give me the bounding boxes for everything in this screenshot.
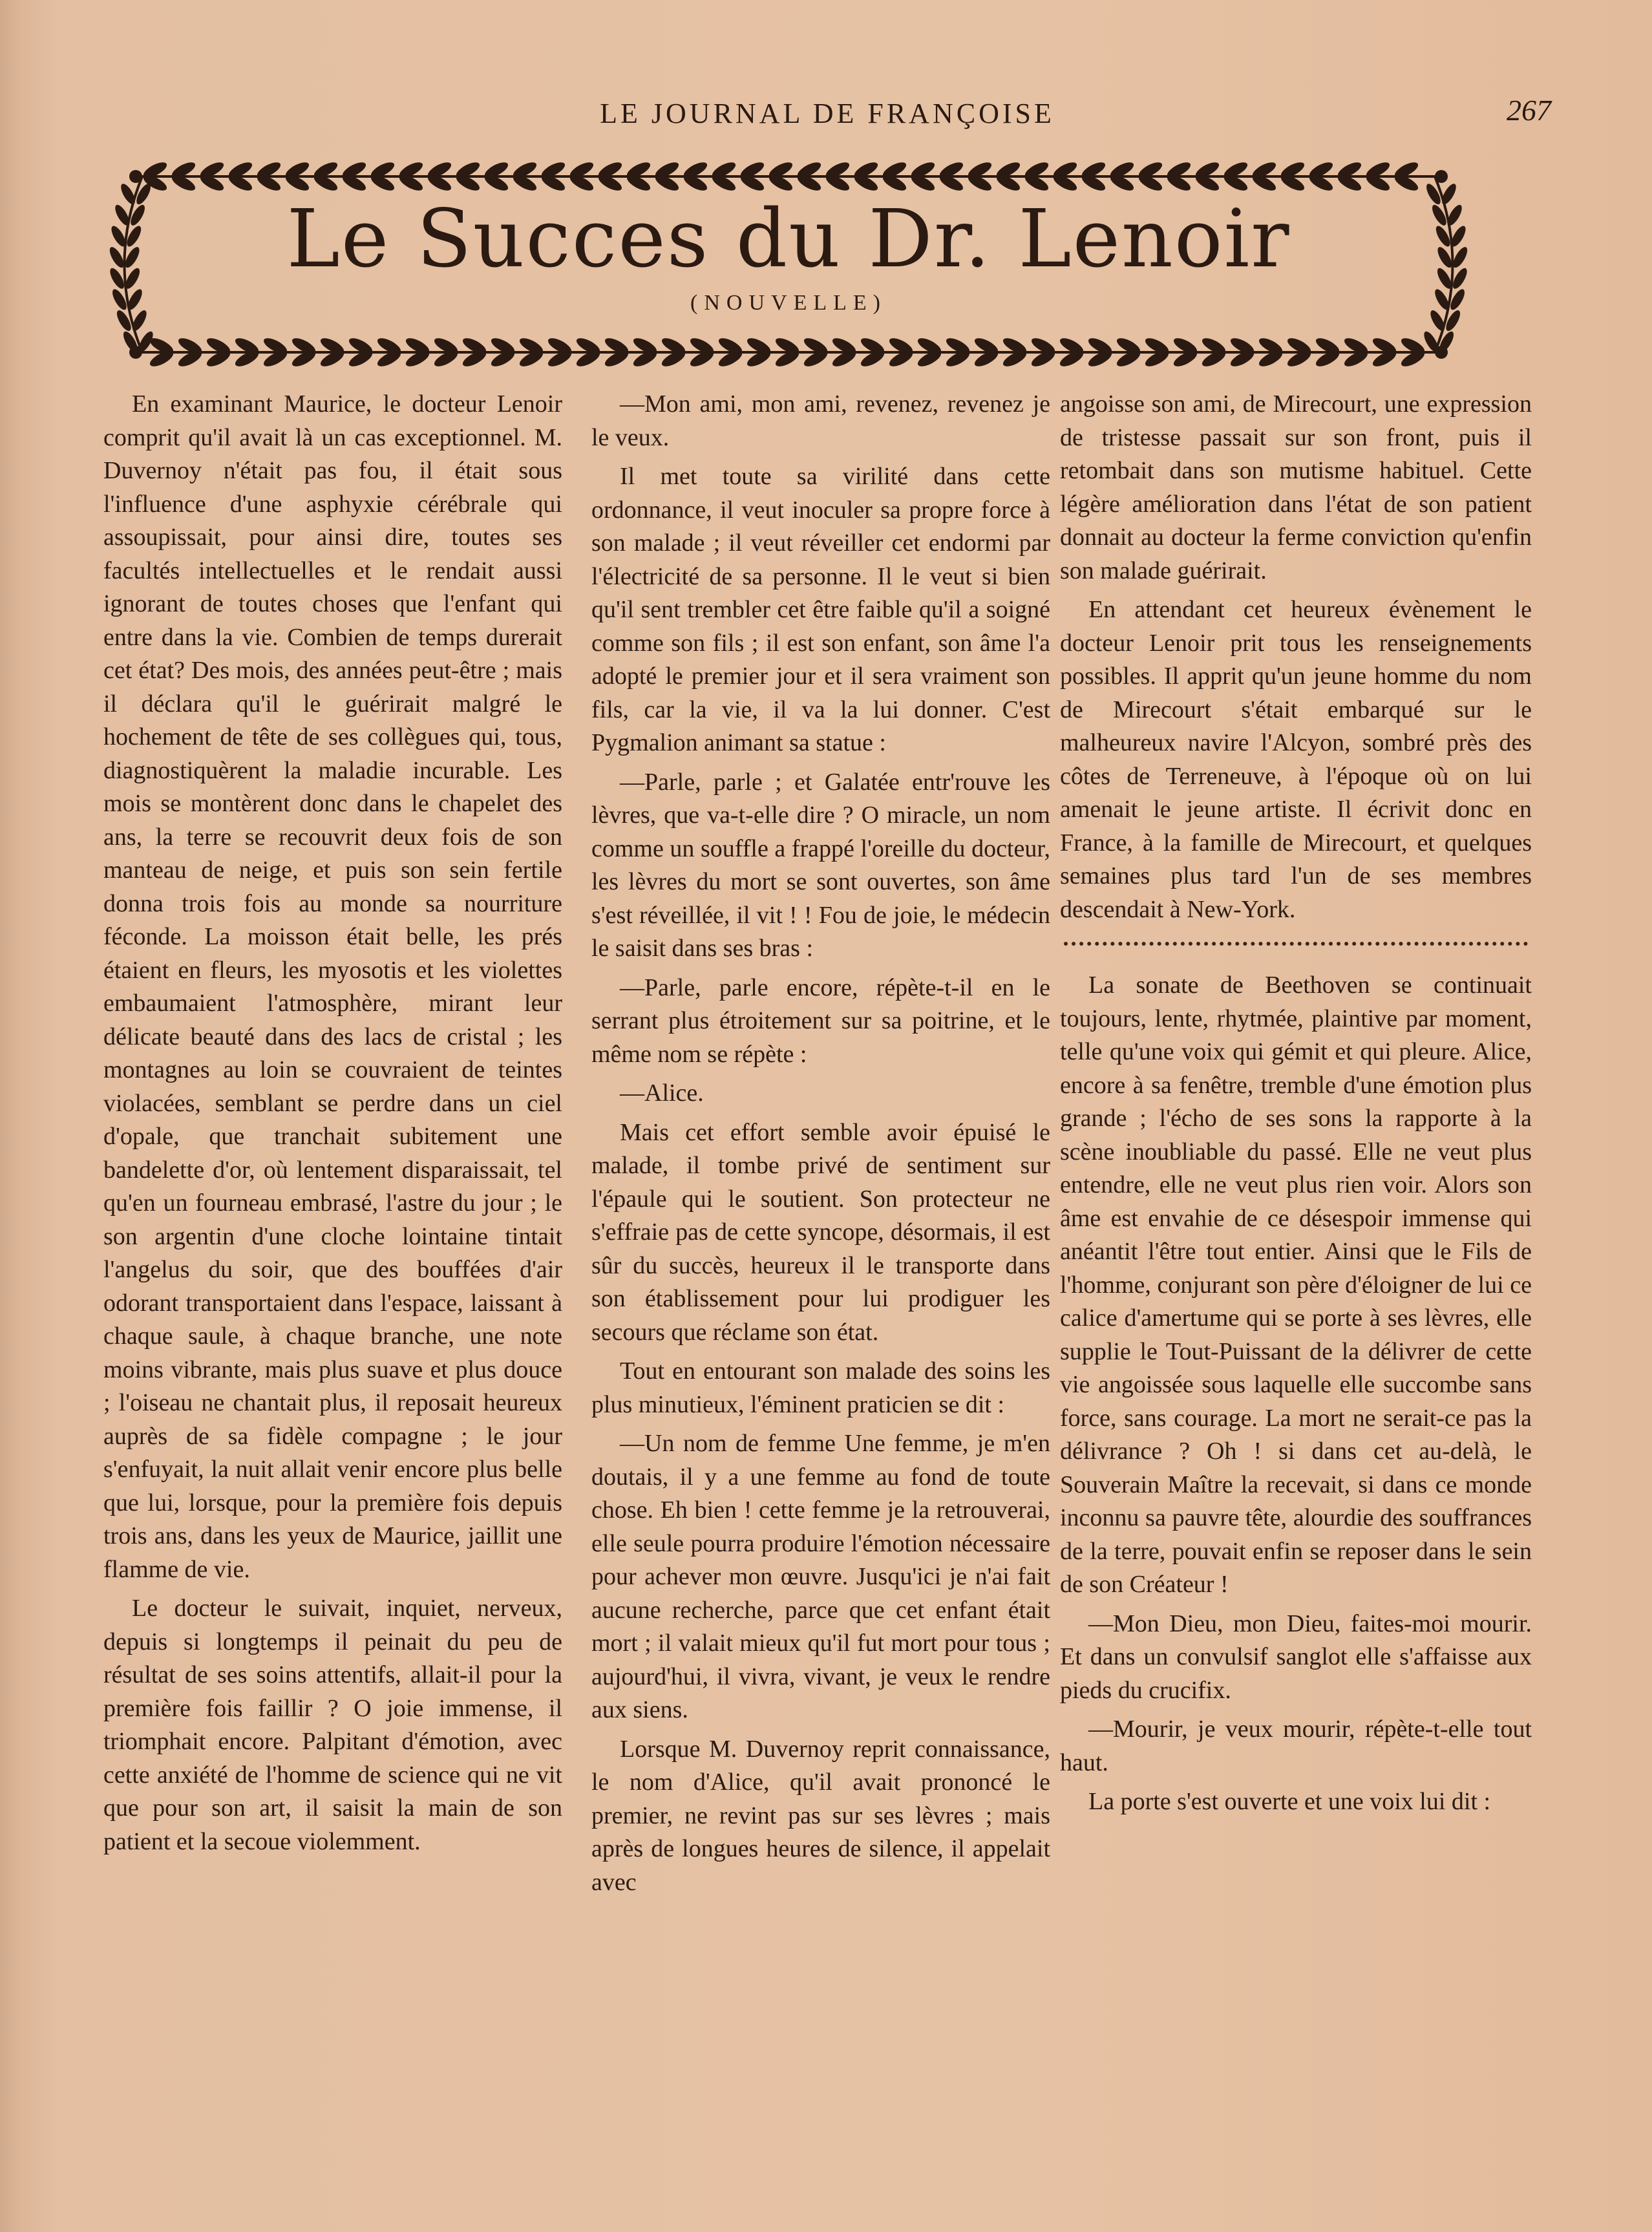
paragraph: Tout en entourant son malade des soins les plus minutieux, l'éminent praticien se dit : [591,1357,1050,1418]
paragraph: —Mon ami, mon ami, revenez, revenez je le veux. [591,390,1050,451]
paragraph: —Mon Dieu, mon Dieu, faites-moi mourir. Et dans un convulsif sanglot elle s'affaisse aux pieds du crucifix. [1060,1610,1532,1704]
article-title: Le Succes du Dr. Lenoir [286,193,1291,286]
paragraph: La sonate de Beethoven se continuait toujours, lente, rhytmée, plaintive par moment, telle qu'une voix qui gémit et qui pleure. Alice, encore à sa fenêtre, tremble d'une émotion plus grande ; l'écho de ses sons la rapporte à la scène inoubliable du passé. Elle ne veut plus entendre, elle ne veut plus rien voir. Alors son âme est envahie de ce désespoir immense qui anéantit l'être tout entier. Ainsi que le Fils de l'homme, conjurant son père d'éloigner de lui ce calice d'amertume qui se porte à ses lèvres, elle supplie le Tout-Puissant de la délivrer de cette vie angoissée sous laquelle elle succombe sans force, sans courage. La mort ne serait-ce pas la délivrance ? Oh ! si dans cet au-delà, le Souverain Maître la recevait, si dans ce monde inconnu sa pauvre tête, alourdie des souffrances de la terre, pouvait enfin se reposer dans le sein de son Créateur ! [1060,972,1532,1598]
paragraph: —Mourir, je veux mourir, répète-t-elle tout haut. [1060,1716,1532,1776]
paragraph: angoisse son ami, de Mirecourt, une expression de tristesse passait sur son front, puis il retombait dans son mutisme habituel. Cette légère amélioration dans l'état de son patient donnait au docteur la ferme conviction qu'enfin son malade guérirait. [1060,390,1532,584]
paragraph: En attendant cet heureux évènement le docteur Lenoir prit tous les renseignements possibles. Il apprit qu'un jeune homme du nom de Mirecourt s'était embarqué sur le malheureux navire l'Alcyon, sombré près des côtes de Terreneuve, à l'époque où on lui amenait le jeune artiste. Il écrivit donc en France, à la famille de Mirecourt, et quelques semaines plus tard l'un de ses membres descendait à New-York. [1060,596,1532,923]
running-header [103,94,1551,149]
paragraph: —Un nom de femme Une femme, je m'en doutais, il y a une femme au fond de toute chose. Eh bien ! cette femme je la retrouverai, elle seule pourra produire l'émotion nécessaire pour achever mon œuvre. Jusqu'ici je n'ai fait aucune recherche, parce que cet enfant était mort ; il valait mieux qu'il fut mort pour tous ; aujourd'hui, il vivra, vivant, je veux le rendre aux siens. [591,1430,1050,1723]
column-1 [103,388,562,1864]
page-number: 267 [1507,94,1551,127]
paragraph: —Parle, parle encore, répète-t-il en le serrant plus étroitement sur sa poitrine, et le même nom se répète : [591,973,1050,1068]
article-body [103,388,1538,2081]
paragraph: Le docteur le suivait, inquiet, nerveux, depuis si longtemps il peinait du peu de résultat de ses soins attentifs, allait-il pour la première fois faillir ? O joie immense, il triomphait encore. Palpitant d'émotion, avec cette anxiété de l'homme de science qui ne vit que pour son art, il saisit la main de son patient et la secoue violemment. [103,1595,562,1855]
running-title: LE JOURNAL DE FRANÇOISE [600,98,1055,129]
column-2 [591,388,1050,1905]
paragraph: En examinant Maurice, le docteur Lenoir comprit qu'il avait là un cas exceptionnel. M. Duvernoy n'était pas fou, il était sous l'influence d'une asphyxie cérébrale qui assoupissait, pour ainsi dire, toutes ses facultés intellectuelles et le rendait aussi ignorant de toutes choses que l'enfant qui entre dans la vie. Combien de temps durerait cet état? Des mois, des années peut-être ; mais il déclara qu'il le guérirait malgré le hochement de tête de ses collègues qui, tous, diagnostiquèrent la maladie incurable. Les mois se montèrent donc dans le chapelet des ans, la terre se recouvrit deux fois de son manteau de neige, et puis son sein fertile donna trois fois au monde sa nourriture féconde. La moisson était belle, les prés étaient en fleurs, les myosotis et les violettes embaumaient l'atmosphère, mirant leur délicate beauté dans des lacs de cristal ; les montagnes au loin se couvraient de teintes violacées, semblant se perdre dans un ciel d'opale, que tranchait subitement une bandelette d'or, où lentement disparaissait, tel qu'en un fourneau embrasé, l'astre du jour ; le son argentin d'une cloche lointaine tintait l'angelus du soir, que des bouffées d'air odorant transportaient dans l'espace, laissant à chaque saule, à chaque branche, une note moins vibrante, mais plus suave et plus douce ; l'oiseau ne chantait plus, il reposait heureux auprès de sa fidèle compagne ; le jour s'enfuyait, la nuit allait venir encore plus belle que lui, lorsque, pour la première fois depuis trois ans, dans les yeux de Maurice, jaillit une flamme de vie. [103,390,562,1583]
paragraph: Mais cet effort semble avoir épuisé le malade, il tombe privé de sentiment sur l'épaule qui le soutient. Son protecteur ne s'effraie pas de cette syncope, désormais, il est sûr du succès, heureux il le transporte dans son établissement pour lui prodiguer les secours que réclame son état. [591,1118,1050,1346]
column-3 [1060,388,1532,1825]
paragraph: —Alice. [620,1079,704,1107]
paragraph: —Parle, parle ; et Galatée entr'rouve les lèvres, que va-t-elle dire ? O miracle, un nom comme un souffle a frappé l'oreille du docteur, les lèvres du mort se sont ouvertes, son âme s'est réveillée, il vit ! ! Fou de joie, le médecin le saisit dans ses bras : [591,768,1050,962]
paragraph: La porte s'est ouverte et une voix lui dit : [1088,1788,1491,1815]
section-divider [1064,942,1528,946]
paragraph: Lorsque M. Duvernoy reprit connaissance, le nom d'Alice, qu'il avait prononcé le premier, ne revint pas sur ses lèvres ; mais après de longues heures de silence, il appelait avec [591,1735,1050,1896]
title-banner [97,158,1480,372]
article-subtitle: (NOUVELLE) [690,291,887,315]
paragraph: Il met toute sa virilité dans cette ordonnance, il veut inoculer sa propre force à son malade ; il veut réveiller cet endormi par l'électricité de sa personne. Il le veut si bien qu'il sent trembler cet être faible qu'il a soigné comme son fils ; il est son enfant, son âme l'a adopté le premier jour et il sera vraiment son fils, car la vie, il va la lui donner. C'est Pygmalion animant sa statue : [591,463,1050,756]
